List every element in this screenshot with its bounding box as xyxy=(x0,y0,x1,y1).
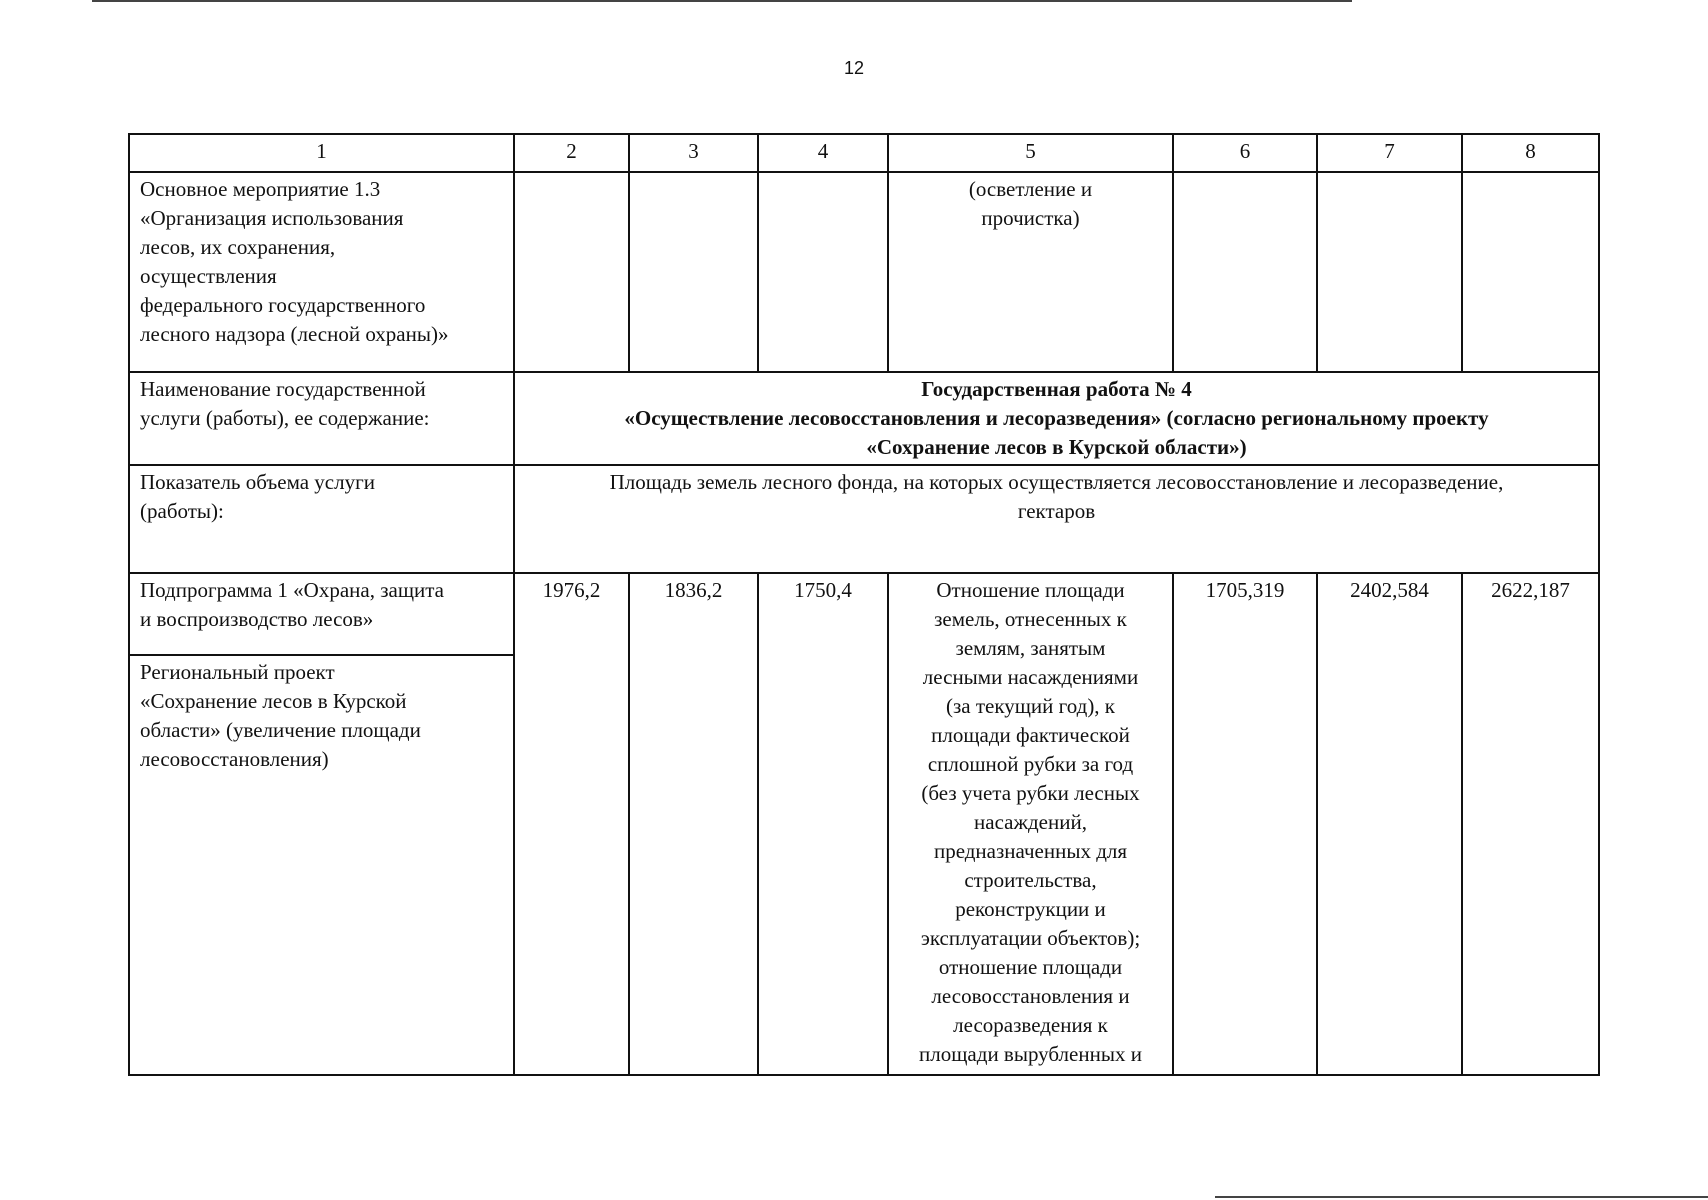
text-line: Основное мероприятие 1.3 xyxy=(140,177,381,201)
text-line: лесовосстановления и xyxy=(931,984,1130,1008)
text-line: строительства, xyxy=(964,868,1097,892)
column-number: 3 xyxy=(629,134,758,172)
text-line: услуги (работы), ее содержание: xyxy=(140,406,430,430)
indicator-description xyxy=(888,573,1173,1075)
text-line: лесными насаждениями xyxy=(922,665,1139,689)
text-line: (работы): xyxy=(140,499,224,523)
column-number: 4 xyxy=(758,134,888,172)
service-label xyxy=(129,372,514,465)
indicator-row xyxy=(129,465,1599,573)
text-line: Государственная работа № 4 xyxy=(921,377,1192,401)
text-line: Наименование государственной xyxy=(140,377,426,401)
text-line: Подпрограмма 1 «Охрана, защита xyxy=(140,578,444,602)
text-line: лесов, их сохранения, xyxy=(140,235,336,259)
empty-cell xyxy=(758,172,888,372)
indicator-value xyxy=(514,465,1599,573)
column-number: 7 xyxy=(1317,134,1462,172)
service-row xyxy=(129,372,1599,465)
text-line: реконструкции и xyxy=(955,897,1106,921)
value-col2: 1976,2 xyxy=(514,573,629,1075)
empty-cell xyxy=(1317,172,1462,372)
text-line: (за текущий год), к xyxy=(945,694,1116,718)
text-line: предназначенных для xyxy=(933,839,1128,863)
column-number: 5 xyxy=(888,134,1173,172)
value-col6: 1705,319 xyxy=(1173,573,1317,1075)
bottom-rule xyxy=(1215,1196,1708,1198)
text-line: площади вырубленных и xyxy=(919,1042,1142,1066)
text-line: отношение площади xyxy=(938,955,1123,979)
program-table xyxy=(128,133,1600,1076)
column-number: 8 xyxy=(1462,134,1599,172)
text-line: «Сохранение лесов в Курской xyxy=(140,689,407,713)
text-line: и воспроизводство лесов» xyxy=(140,607,374,631)
main-event-row xyxy=(129,172,1599,372)
text-line: «Организация использования xyxy=(140,206,404,230)
text-line: земель, отнесенных к xyxy=(934,607,1127,631)
service-title xyxy=(514,372,1599,465)
subprogram-label xyxy=(129,573,514,655)
text-line: Площадь земель лесного фонда, на которых осуществляется лесовосстановление и лесоразведение, xyxy=(609,470,1504,494)
value-col7: 2402,584 xyxy=(1317,573,1462,1075)
text-line: лесовосстановления) xyxy=(140,747,329,771)
top-rule xyxy=(92,0,1352,2)
text-line: Региональный проект xyxy=(140,660,335,684)
text-line: Показатель объема услуги xyxy=(140,470,375,494)
empty-cell xyxy=(629,172,758,372)
column-number-row xyxy=(129,134,1599,172)
column-number: 6 xyxy=(1173,134,1317,172)
subprogram-row xyxy=(129,573,1599,655)
text-line: сплошной рубки за год xyxy=(927,752,1134,776)
column-number: 2 xyxy=(514,134,629,172)
text-line: землям, занятым xyxy=(955,636,1106,660)
text-line: (осветление и xyxy=(968,177,1093,201)
text-line: насаждений, xyxy=(974,810,1087,834)
empty-cell xyxy=(514,172,629,372)
empty-cell xyxy=(1462,172,1599,372)
text-line: площади фактической xyxy=(931,723,1130,747)
text-line: осуществления xyxy=(140,264,277,288)
main-event-col5 xyxy=(888,172,1173,372)
main-event-label xyxy=(129,172,514,372)
page-number: 12 xyxy=(843,58,865,78)
value-col8: 2622,187 xyxy=(1462,573,1599,1075)
text-line: «Осуществление лесовосстановления и лесоразведения» (согласно региональному проекту xyxy=(624,406,1489,430)
text-line: лесного надзора (лесной охраны)» xyxy=(140,322,449,346)
text-line: федерального государственного xyxy=(140,293,426,317)
text-line: (без учета рубки лесных xyxy=(921,781,1140,805)
indicator-label xyxy=(129,465,514,573)
empty-cell xyxy=(1173,172,1317,372)
value-col4: 1750,4 xyxy=(758,573,888,1075)
text-line: эксплуатации объектов); xyxy=(920,926,1141,950)
text-line: Отношение площади xyxy=(936,578,1125,602)
text-line: «Сохранение лесов в Курской области») xyxy=(866,435,1247,459)
text-line: области» (увеличение площади xyxy=(140,718,421,742)
text-line: прочистка) xyxy=(981,206,1080,230)
text-line: гектаров xyxy=(1017,499,1096,523)
value-col3: 1836,2 xyxy=(629,573,758,1075)
regional-project-label xyxy=(129,655,514,1075)
column-number: 1 xyxy=(129,134,514,172)
text-line: лесоразведения к xyxy=(953,1013,1108,1037)
